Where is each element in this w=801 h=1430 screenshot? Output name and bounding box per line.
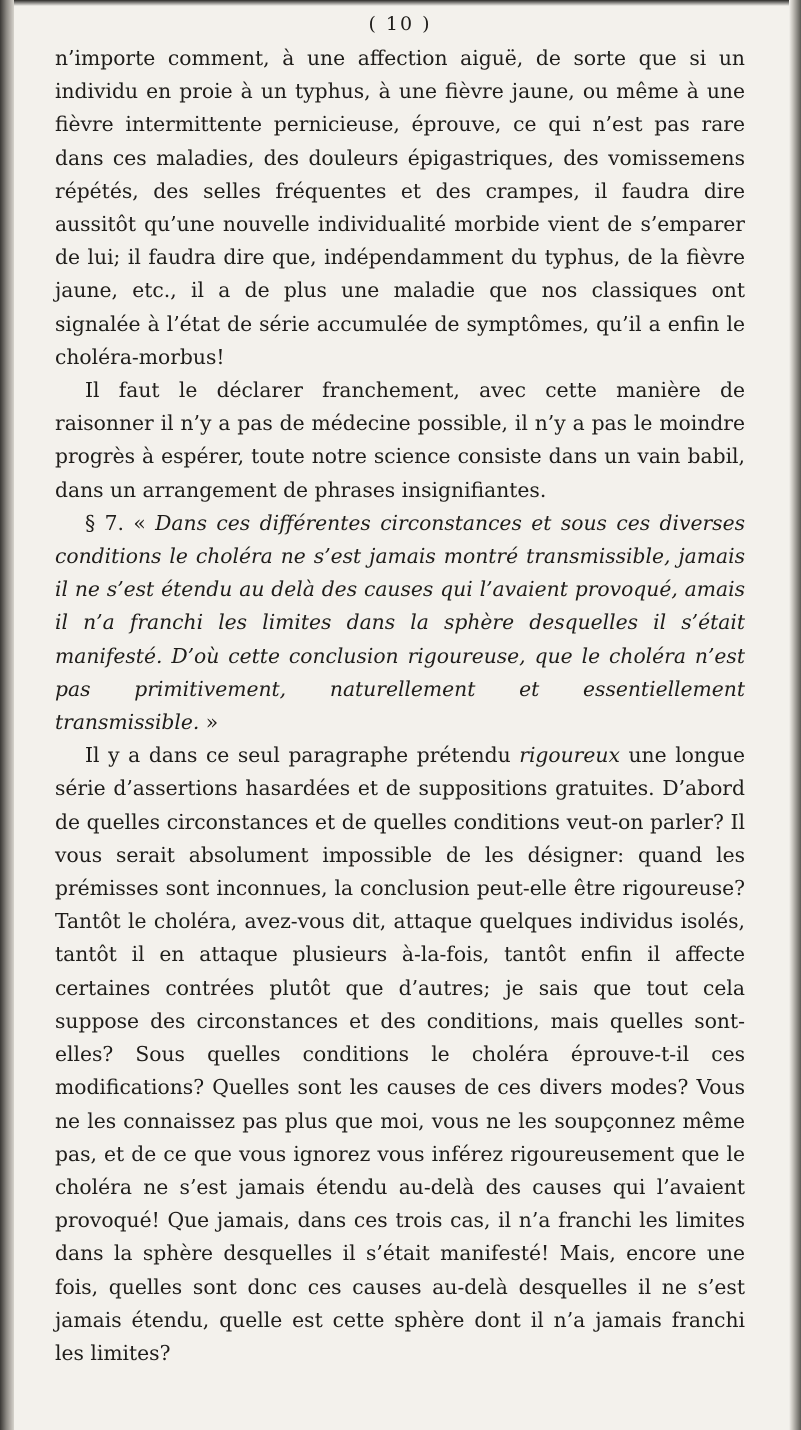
paragraph-3-quote: [55, 507, 745, 739]
scan-right-edge: [789, 0, 801, 1430]
body-text: [55, 42, 745, 1370]
paragraph-4: [55, 739, 745, 1370]
quote-close: »: [199, 710, 219, 735]
paragraph-4-emphasis: rigoureux: [519, 743, 620, 768]
scan-top-edge: [0, 0, 801, 6]
page-number: ( 10 ): [368, 13, 432, 35]
quoted-text: Dans ces différentes circonstances et sous ces diverses conditions le choléra ne s’est jamais montré transmissible, jamais il ne s’est étendu au delà des causes qui l’avaient provoqué, amais il n’a franchi les limites dans la sphère desquelles il s’était manifesté. D’où cette conclusion rigoureuse, que le choléra n’est pas primitivement, naturellement et essentiellement transmissible.: [55, 510, 745, 735]
paragraph-1: n’importe comment, à une affection aiguë, de sorte que si un individu en proie à un typhus, à une fièvre jaune, ou même à une fièvre intermittente pernicieuse, éprouve, ce qui n’est pas rare dans ces maladies, des douleurs épigastriques, des vomissemens répétés, des selles fréquentes et des crampes, il faudra dire aussitôt qu’une nouvelle individualité morbide vient de s’emparer de lui; il faudra dire que, indépendamment du typhus, de la fièvre jaune, etc., il a de plus une maladie que nos classiques ont signalée à l’état de série accumulée de symptômes, qu’il a enfin le choléra-morbus!: [55, 46, 745, 369]
section-label: § 7. «: [85, 510, 156, 535]
paragraph-4-rest: une longue série d’assertions hasardées et de suppositions gratuites. D’abord de quelles circonstances et de quelles conditions veut-on parler? Il vous serait absolument impossible de les désigner: quand les prémisses sont inconnues, la conclusion peut-elle être rigoureuse? Tantôt le choléra, avez-vous dit, attaque quelques individus isolés, tantôt il en attaque plusieurs à-la-fois, tantôt enfin il affecte certaines contrées plutôt que d’autres; je sais que tout cela suppose des circonstances et des conditions, mais quelles sont-elles? Sous quelles conditions le choléra éprouve-t-il ces modifications? Quelles sont les causes de ces divers modes? Vous ne les connaissez pas plus que moi, vous ne les soupçonnez même pas, et de ce que vous ignorez vous inférez rigoureusement que le choléra ne s’est jamais étendu au-delà des causes qui l’avaient provoqué! Que jamais, dans ces trois cas, il n’a franchi les limites dans la sphère desquelles il s’était manifesté! Mais, encore une fois, quelles sont donc ces causes au-delà desquelles il ne s’est jamais étendu, quelle est cette sphère dont il n’a jamais franchi les limites?: [55, 743, 746, 1365]
paragraph-4-start: Il y a dans ce seul paragraphe prétendu: [85, 743, 520, 768]
scan-left-edge: [0, 0, 14, 1430]
paragraph-2: Il faut le déclarer franchement, avec cette manière de raisonner il n’y a pas de médecine possible, il n’y a pas le moindre progrès à espérer, toute notre science consiste dans un vain babil, dans un arrangement de phrases insignifiantes.: [55, 378, 745, 502]
book-page: [55, 10, 745, 1370]
